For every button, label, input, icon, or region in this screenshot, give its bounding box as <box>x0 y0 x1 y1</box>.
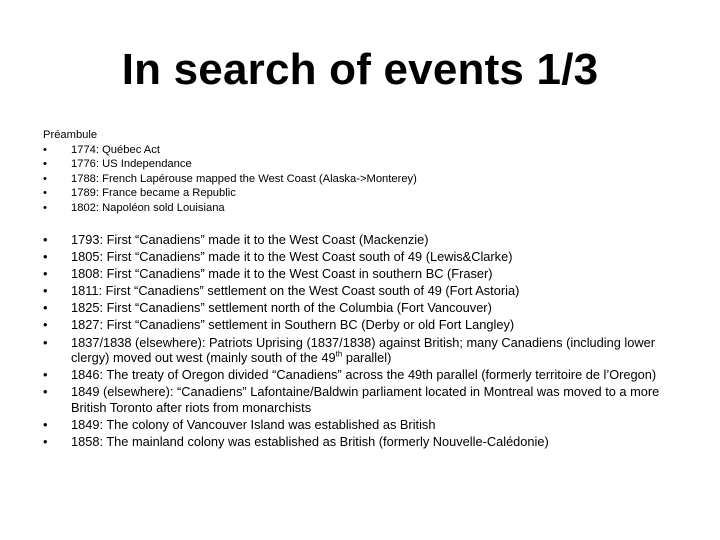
event-item <box>43 317 683 332</box>
preamble-item-text: 1776: US Independance <box>71 158 192 170</box>
event-item <box>43 335 683 366</box>
bullet-icon: • <box>43 416 48 432</box>
event-text: 1808: First “Canadiens” made it to the West Coast in southern BC (Fraser) <box>71 266 493 282</box>
event-item <box>43 232 683 247</box>
event-text: 1837/1838 (elsewhere): Patriots Uprising (1837/1838) against British; many Canadiens (including lower clergy) moved out west (mainly south of the 49 <box>71 334 655 365</box>
bullet-icon: • <box>43 317 48 333</box>
bullet-icon: • <box>43 433 48 449</box>
event-item <box>43 300 683 315</box>
bullet-icon: • <box>43 187 47 199</box>
preamble-list <box>43 143 683 216</box>
bullet-icon: • <box>43 143 47 156</box>
preamble-item-text: 1789: France became a Republic <box>71 187 236 199</box>
event-text: 1827: First “Canadiens” settlement in Southern BC (Derby or old Fort Langley) <box>71 317 515 333</box>
bullet-icon: • <box>43 334 48 350</box>
bullet-icon: • <box>43 300 48 316</box>
event-text: 1858: The mainland colony was established as British (formerly Nouvelle-Calédonie) <box>71 433 549 449</box>
event-item <box>43 384 683 415</box>
event-text-continued: parallel) <box>342 349 392 365</box>
bullet-icon: • <box>43 283 48 299</box>
bullet-icon: • <box>43 367 48 383</box>
preamble-item <box>43 172 683 187</box>
bullet-icon: • <box>43 232 48 247</box>
event-text: 1846: The treaty of Oregon divided “Canadiens” across the 49th parallel (formerly territoire de l’Oregon) <box>71 367 657 383</box>
preamble-item-text: 1802: Napoléon sold Louisiana <box>71 201 225 214</box>
event-item <box>43 434 683 449</box>
bullet-icon: • <box>43 384 48 400</box>
preamble-item-text: 1774: Québec Act <box>71 143 160 156</box>
event-text: 1805: First “Canadiens” made it to the West Coast south of 49 (Lewis&Clarke) <box>71 249 513 265</box>
slide-title: In search of events 1/3 <box>121 45 599 94</box>
events-section <box>43 232 683 451</box>
bullet-icon: • <box>43 201 47 214</box>
preamble-section <box>43 128 683 215</box>
event-item <box>43 283 683 298</box>
preamble-item-text: 1788: French Lapérouse mapped the West Coast (Alaska->Monterey) <box>71 172 417 185</box>
event-superscript: th <box>335 349 343 359</box>
event-text: 1825: First “Canadiens” settlement north of the Columbia (Fort Vancouver) <box>71 300 492 316</box>
preamble-item <box>43 201 683 216</box>
event-item <box>43 249 683 264</box>
preamble-item <box>43 186 683 201</box>
bullet-icon: • <box>43 266 48 282</box>
event-item <box>43 417 683 432</box>
preamble-heading: Préambule <box>43 129 98 141</box>
events-list <box>43 232 683 449</box>
event-item <box>43 367 683 382</box>
event-text: 1811: First “Canadiens” settlement on the West Coast south of 49 (Fort Astoria) <box>71 283 520 299</box>
event-text: 1849: The colony of Vancouver Island was established as British <box>71 416 436 432</box>
bullet-icon: • <box>43 172 47 185</box>
preamble-item <box>43 143 683 158</box>
event-text: 1793: First “Canadiens” made it to the West Coast (Mackenzie) <box>71 232 429 247</box>
event-text: 1849 (elsewhere): “Canadiens” Lafontaine/Baldwin parliament located in Montreal was moved to a more British Toronto after riots from monarchists <box>71 384 660 415</box>
preamble-item <box>43 157 683 172</box>
event-item <box>43 266 683 281</box>
bullet-icon: • <box>43 249 48 265</box>
bullet-icon: • <box>43 158 47 170</box>
